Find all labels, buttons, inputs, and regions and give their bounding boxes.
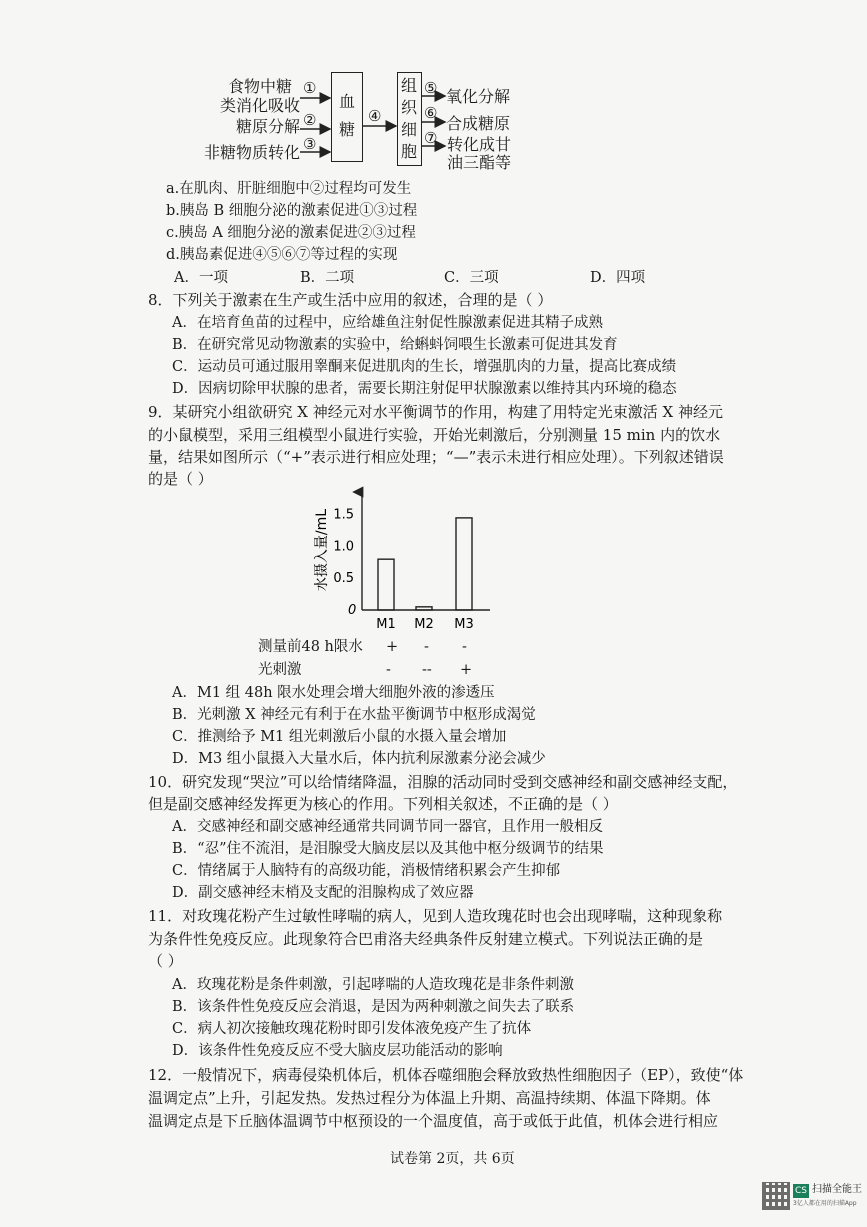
q10-stem-1: 10．研究发现“哭泣”可以给情绪降温，泪腺的活动同时受到交感神经和副交感神经支配， (148, 773, 738, 791)
q9-option-c: C．推测给予 M1 组光刺激后小鼠的水摄入量会增加 (172, 729, 507, 745)
q9-option-a: A．M1 组 48h 限水处理会增大细胞外液的渗透压 (172, 685, 495, 701)
row1-mark-m3: - (462, 639, 467, 655)
mark-1: ① (303, 79, 317, 97)
row2-mark-m3: + (460, 662, 473, 678)
bar-m2 (416, 607, 432, 610)
input-label-nonsugar: 非糖物质转化 (204, 143, 301, 162)
row2-mark-m2: -- (422, 662, 432, 678)
output-label-fat: 油三酯等 (447, 153, 512, 172)
q7-statement-d: d.胰岛素促进④⑤⑥⑦等过程的实现 (166, 247, 398, 263)
q11-option-d: D．该条件性免疫反应不受大脑皮层功能活动的影响 (172, 1043, 503, 1059)
q12-stem-1: 12．一般情况下，病毒侵染机体后，机体吞噬细胞会释放致热性细胞因子（EP），致使“体 (148, 1066, 744, 1084)
mark-5: ⑤ (424, 79, 438, 97)
scanner-app-name: 扫描全能王 (812, 1184, 862, 1195)
q9-stem-4: 的是（ ） (148, 470, 213, 488)
bar-m1 (378, 559, 394, 610)
y-tick-1.5: 1.5 (333, 507, 354, 523)
input-label-food: 食物中糖 (228, 77, 293, 96)
y-tick-0: 0 (348, 603, 357, 618)
output-label-convert: 转化成甘 (447, 135, 512, 154)
q10-stem-2: 但是副交感神经发挥更为核心的作用。下列相关叙述，不正确的是（ ） (148, 795, 618, 813)
q7-statement-a: a.在肌肉、肝脏细胞中②过程均可发生 (166, 181, 412, 197)
input-label-glycogen: 糖原分解 (236, 117, 301, 136)
blood-char-1: 血 (338, 92, 355, 111)
q7-option-b: B．二项 (300, 270, 355, 286)
q11-stem-3: （ ） (148, 952, 183, 970)
row-label-water-limit: 测量前48 h限水 (258, 639, 363, 655)
mark-4: ④ (368, 107, 382, 125)
category-label-m2: M2 (414, 617, 434, 632)
q10-option-b: B．“忍”住不流泪，是泪腺受大脑皮层以及其他中枢分级调节的结果 (172, 841, 604, 857)
q7-statement-c: c.胰岛 A 细胞分泌的激素促进②③过程 (166, 225, 416, 241)
output-label-oxidize: 氧化分解 (446, 87, 511, 106)
diagram-arrows (0, 0, 867, 200)
q10-option-c: C．情绪属于人脑特有的高级功能，消极情绪积累会产生抑郁 (172, 863, 561, 879)
row1-mark-m2: - (424, 639, 429, 655)
q7-option-c: C．三项 (444, 270, 499, 286)
water-intake-chart (300, 486, 500, 636)
q11-stem-1: 11．对玫瑰花粉产生过敏性哮喘的病人，见到人造玫瑰花时也会出现哮喘，这种现象称 (148, 907, 723, 925)
page-footer: 试卷第 2页，共 6页 (390, 1151, 515, 1167)
blood-char-2: 糖 (338, 120, 355, 139)
q12-stem-3: 温调定点是下丘脑体温调节中枢预设的一个温度值，高于或低于此值，机体会进行相应 (148, 1112, 719, 1130)
camscanner-logo-icon: CS (795, 1186, 807, 1196)
y-tick-0.5: 0.5 (333, 571, 354, 587)
q8-stem: 8．下列关于激素在生产或生活中应用的叙述，合理的是（ ） (148, 291, 553, 309)
y-tick-1.0: 1.0 (333, 539, 354, 555)
row1-mark-m1: + (386, 639, 399, 655)
q12-stem-2: 温调定点”上升，引起发热。发热过程分为体温上升期、高温持续期、体温下降期。体 (148, 1089, 711, 1107)
row-label-light: 光刺激 (258, 662, 302, 678)
q9-option-d: D．M3 组小鼠摄入大量水后，体内抗利尿激素分泌会减少 (172, 751, 546, 767)
bar-m3 (456, 518, 472, 610)
q7-option-a: A．一项 (174, 270, 228, 286)
q11-option-a: A．玫瑰花粉是条件刺激，引起哮喘的人造玫瑰花是非条件刺激 (172, 977, 574, 993)
category-label-m1: M1 (376, 617, 396, 632)
mark-2: ② (303, 111, 317, 129)
tissue-char-1: 组 (400, 76, 417, 95)
output-label-glycogen: 合成糖原 (446, 114, 511, 133)
q9-stem-2: 的小鼠模型，采用三组模型小鼠进行实验，开始光刺激后，分别测量 15 min 内的饮水 (148, 426, 721, 444)
q8-option-b: B．在研究常见动物激素的实验中，给蝌蚪饲喂生长激素可促进其发育 (172, 337, 618, 353)
mark-7: ⑦ (424, 129, 438, 147)
q9-stem-3: 量，结果如图所示（“+”表示进行相应处理；“—”表示未进行相应处理）。下列叙述错误 (148, 448, 724, 466)
q9-option-b: B．光刺激 X 神经元有利于在水盐平衡调节中枢形成渴觉 (172, 707, 536, 723)
mark-6: ⑥ (424, 104, 438, 122)
q10-option-a: A．交感神经和副交感神经通常共同调节同一器官，且作用一般相反 (172, 819, 603, 835)
q8-option-d: D．因病切除甲状腺的患者，需要长期注射促甲状腺激素以维持其内环境的稳态 (172, 381, 677, 397)
tissue-char-3: 细 (400, 120, 417, 139)
q8-option-c: C．运动员可通过服用睾酮来促进肌肉的生长，增强肌肉的力量，提高比赛成绩 (172, 359, 677, 375)
q8-option-a: A．在培育鱼苗的过程中，应给雄鱼注射促性腺激素促进其精子成熟 (172, 315, 603, 331)
mark-3: ③ (303, 135, 317, 153)
q11-stem-2: 为条件性免疫反应。此现象符合巴甫洛夫经典条件反射建立模式。下列说法正确的是 (148, 930, 704, 948)
tissue-char-4: 胞 (400, 142, 417, 161)
q7-option-d: D．四项 (590, 270, 646, 286)
qr-code-icon (762, 1182, 790, 1210)
q7-statement-b: b.胰岛 B 细胞分泌的激素促进①③过程 (166, 203, 418, 219)
input-label-digest: 类消化吸收 (220, 96, 301, 115)
category-label-m3: M3 (454, 617, 474, 632)
q10-option-d: D．副交感神经末梢及支配的泪腺构成了效应器 (172, 885, 474, 901)
tissue-char-2: 织 (400, 98, 417, 117)
q9-stem-1: 9．某研究小组欲研究 X 神经元对水平衡调节的作用，构建了用特定光束激活 X 神经元 (148, 403, 723, 421)
y-axis-label: 水摄入量/mL (314, 508, 330, 592)
scanner-app-sub: 3亿人都在用的扫描App (793, 1200, 857, 1207)
row2-mark-m1: - (386, 662, 391, 678)
q11-option-b: B．该条件性免疫反应会消退，是因为两种刺激之间失去了联系 (172, 999, 575, 1015)
q11-option-c: C．病人初次接触玫瑰花粉时即引发体液免疫产生了抗体 (172, 1021, 532, 1037)
